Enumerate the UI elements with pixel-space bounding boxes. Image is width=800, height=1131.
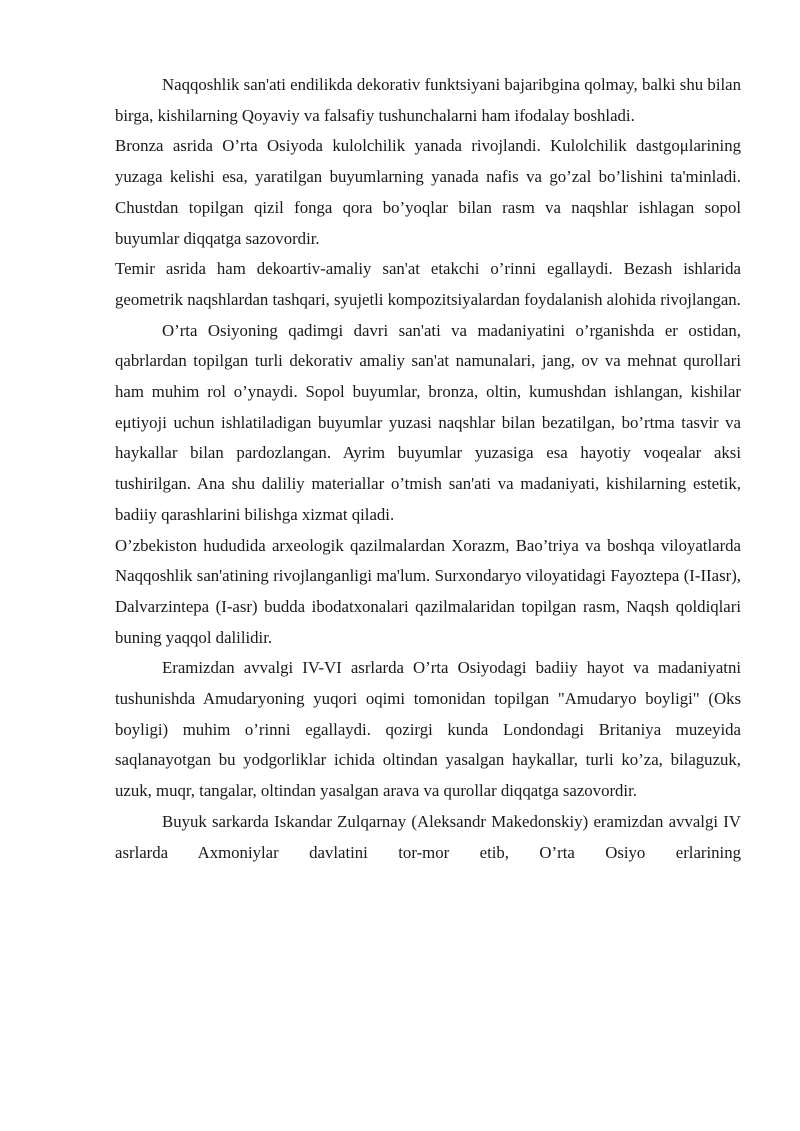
paragraph-bronze-age: Bronza asrida O’rta Osiyoda kulolchilik yanada rivojlandi. Kulolchilik dastgoμlarining yuzaga kelishi esa, yaratilgan buyumlarning yanada nafis va go’zal bo’lishini ta'minladi. Chustdan topilgan qizil fonga qora bo’yoqlar bilan rasm va naqshlar ishlagan sopol buyumlar diqqatga sazovordir.	[115, 136, 741, 248]
paragraph-naqqoshlik-intro: Naqqoshlik san'ati endilikda dekorativ funktsiyani bajaribgina qolmay, balki shu bilan birga, kishilarning Qoyaviy va falsafiy tushunchalarni ham ifodalay boshladi.	[115, 75, 741, 125]
paragraph-amudarya-treasure: Eramizdan avvalgi IV-VI asrlarda O’rta Osiyodagi badiiy hayot va madaniyatni tushunishda Amudaryoning yuqori oqimi tomonidan topilgan "Amudaryo boyligi" (Oks boyligi) muhim o’rinni egallaydi. qozirgi kunda Londondagi Britaniya muzeyida saqlanayotgan bu yodgorliklar ichida oltindan yasalgan haykallar, turli ko’za, bilaguzuk, uzuk, muqr, tangalar, oltindan yasalgan arava va qurollar diqqatga sazovordir.	[115, 658, 741, 801]
paragraph-ancient-central-asia: O’rta Osiyoning qadimgi davri san'ati va madaniyatini o’rganishda er ostidan, qabrlardan topilgan turli dekorativ amaliy san'at namunalari, jang, ov va mehnat qurollari ham muhim rol o’ynaydi. Sopol buyumlar, bronza, oltin, kumushdan ishlangan, kishilar eμtiyoji uchun ishlatiladigan buyumlar yuzasi naqshlar bilan bezatilgan, bo’rtma tasvir va haykallar bilan pardozlangan. Ayrim buyumlar yuzasiga esa hayotiy voqealar aksi tushirilgan. Ana shu daliliy materiallar o’tmish san'ati va madaniyati, kishilarning estetik, badiiy qarashlarini bilishga xizmat qiladi.	[115, 320, 741, 524]
paragraph-uzbekistan-excavations: O’zbekiston hududida arxeologik qazilmalardan Xorazm, Bao’triya va boshqa viloyatlarda Naqqoshlik san'atining rivojlanganligi ma'lum. Surxondaryo viloyatidagi Fayoztepa (I-IIasr), Dalvarzintepa (I-asr) budda ibodatxonalari qazilmalaridan topilgan rasm, Naqsh qoldiqlari buning yaqqol dalilidir.	[115, 535, 741, 647]
document-page	[115, 70, 741, 868]
paragraph-alexander: Buyuk sarkarda Iskandar Zulqarnay (Aleksandr Makedonskiy) eramizdan avvalgi IV asrlarda Axmoniylar davlatini tor-mor etib, O’rta Osiyo erlarining	[115, 811, 741, 862]
paragraph-iron-age: Temir asrida ham dekoartiv-amaliy san'at etakchi o’rinni egallaydi. Bezash ishlarida geometrik naqshlardan tashqari, syujetli kompozitsiyalardan foydalanish alohida rivojlangan.	[115, 259, 741, 309]
